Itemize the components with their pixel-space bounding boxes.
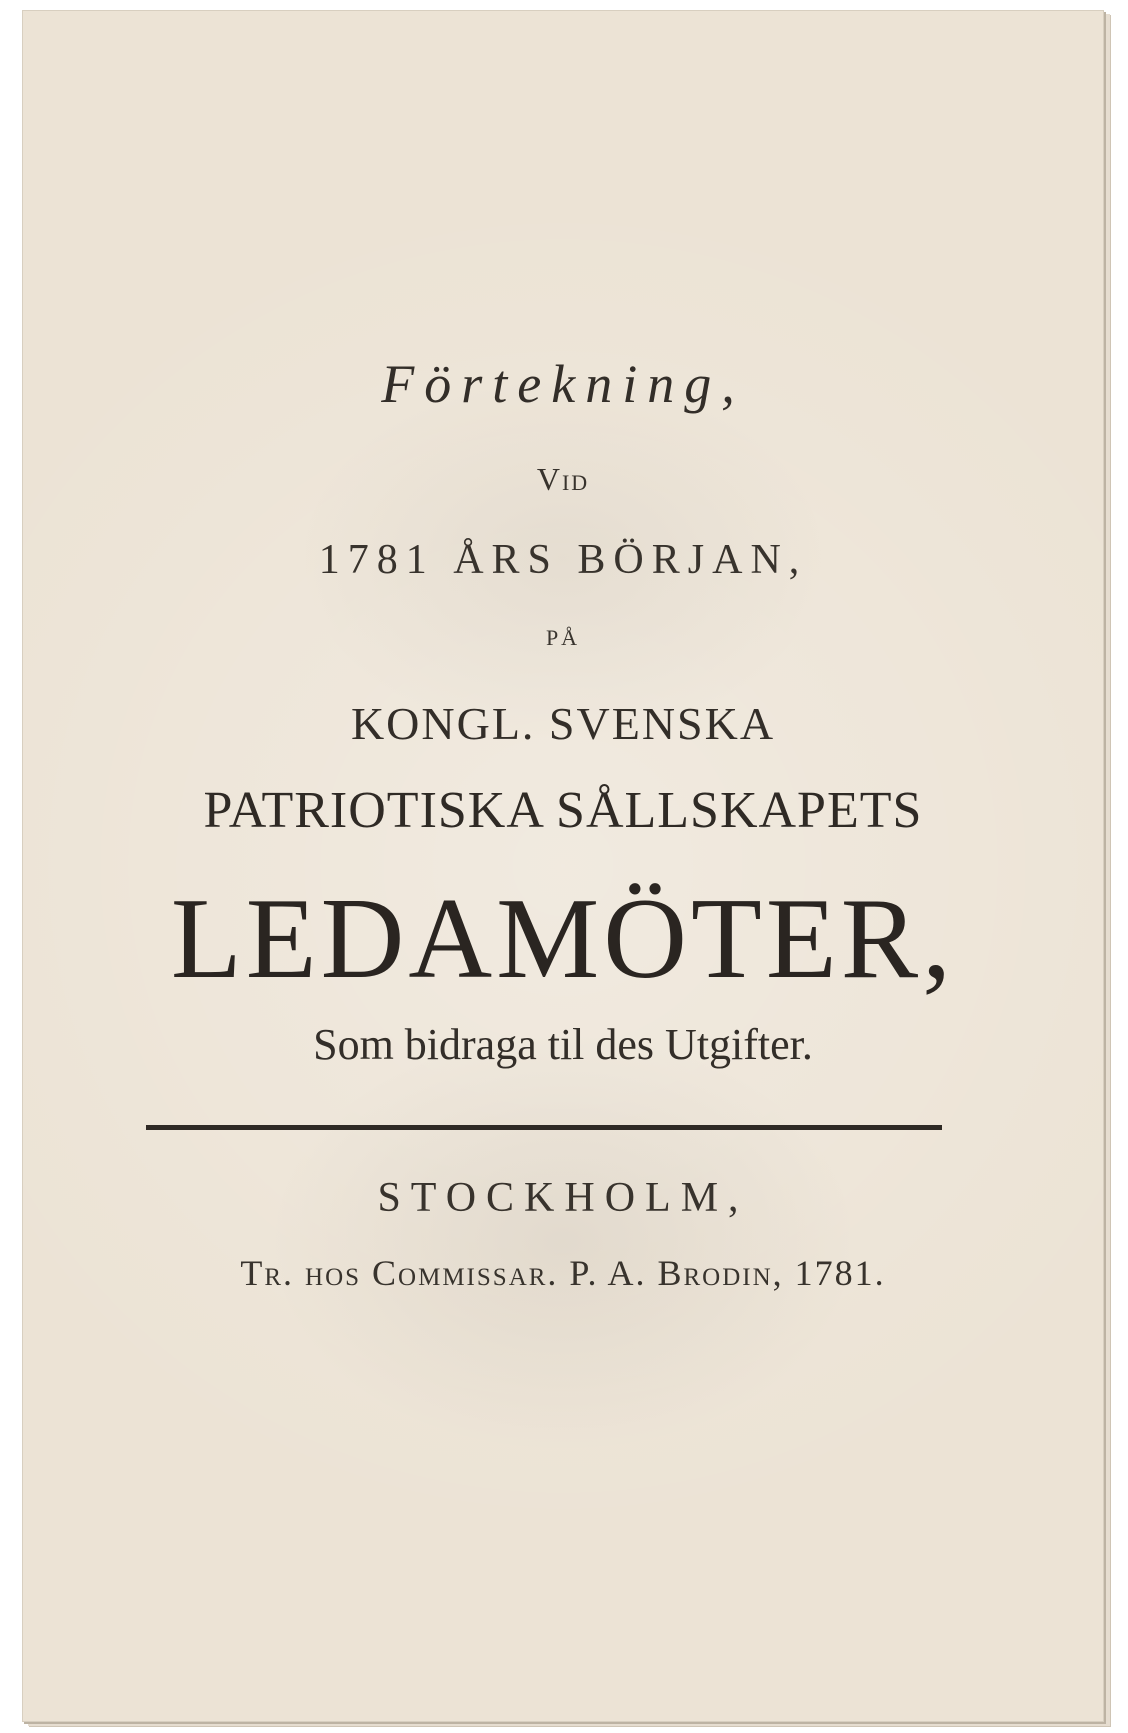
line-pa: PÅ (545, 625, 581, 650)
line-subtitle: Som bidraga til des Utgifter. (313, 1020, 813, 1069)
line-year: 1781 ÅRS BÖRJAN, (318, 537, 808, 583)
line-members: LEDAMÖTER, (170, 875, 956, 1003)
title-page (22, 10, 1104, 1722)
line-kongl: KONGL. SVENSKA (350, 698, 776, 749)
imprint-city: STOCKHOLM, (377, 1175, 749, 1221)
line-vid: Vid (536, 461, 590, 497)
document-title: Förtekning, (381, 354, 745, 414)
line-society: PATRIOTISKA SÅLLSKAPETS (203, 782, 923, 839)
divider-rule (146, 1125, 942, 1130)
imprint-printer: Tr. hos Commissar. P. A. Brodin, 1781. (240, 1253, 886, 1293)
